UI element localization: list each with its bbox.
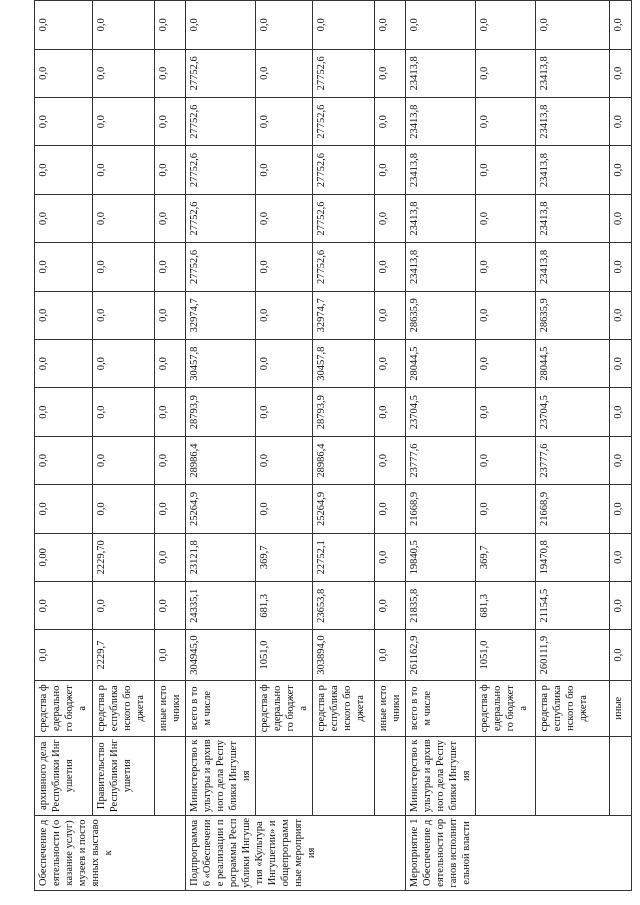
executor-cell <box>476 736 536 815</box>
value-cell: 0,0 <box>610 485 632 533</box>
value-cell: 0,0 <box>155 582 186 630</box>
value-cell: 0,0 <box>35 1 93 50</box>
value-cell: 0,0 <box>186 1 256 50</box>
executor-cell <box>155 736 186 815</box>
value-cell: 0,0 <box>93 146 155 194</box>
value-cell: 23413,8 <box>406 194 476 242</box>
value-cell: 0,0 <box>155 146 186 194</box>
value-cell: 27752,6 <box>313 146 375 194</box>
value-cell: 0,0 <box>375 291 406 339</box>
value-cell: 23413,8 <box>406 243 476 291</box>
value-cell: 0,0 <box>476 194 536 242</box>
value-cell: 0,0 <box>476 1 536 50</box>
executor-cell: архивного дела Республики Ингушетия <box>35 736 93 815</box>
funding-source-cell: средства республиканского бюджета <box>536 680 610 736</box>
value-cell: 0,0 <box>536 1 610 50</box>
value-cell: 0,0 <box>93 1 155 50</box>
value-cell: 369,7 <box>256 533 313 581</box>
value-cell: 0,0 <box>256 1 313 50</box>
funding-source-cell: иные <box>610 680 632 736</box>
value-cell: 0,0 <box>35 388 93 436</box>
value-cell: 28635,9 <box>536 291 610 339</box>
value-cell: 0,0 <box>35 436 93 484</box>
value-cell: 0,0 <box>35 243 93 291</box>
value-cell: 23704,5 <box>536 388 610 436</box>
value-cell: 21668,9 <box>536 485 610 533</box>
value-cell: 27752,6 <box>186 243 256 291</box>
value-cell: 23413,8 <box>536 243 610 291</box>
value-cell: 0,0 <box>406 1 476 50</box>
funding-source-cell: всего в том числе <box>186 680 256 736</box>
value-cell: 0,0 <box>93 291 155 339</box>
value-cell: 0,0 <box>610 533 632 581</box>
value-cell: 23653,8 <box>313 582 375 630</box>
value-cell: 32974,7 <box>186 291 256 339</box>
value-cell: 28793,9 <box>186 388 256 436</box>
value-cell: 28044,5 <box>406 340 476 388</box>
program-name-cell: Мероприятие 1 Обеспечение деятельности органов исполнительной власти <box>406 815 632 890</box>
value-cell: 25264,9 <box>186 485 256 533</box>
value-cell: 0,0 <box>610 436 632 484</box>
value-cell: 0,0 <box>93 340 155 388</box>
value-cell: 27752,6 <box>186 49 256 97</box>
value-cell: 0,0 <box>93 97 155 145</box>
executor-cell <box>375 736 406 815</box>
funding-source-cell: всего в том числе <box>406 680 476 736</box>
value-cell: 0,0 <box>610 291 632 339</box>
value-cell: 0,0 <box>256 388 313 436</box>
table-row <box>476 1 536 891</box>
value-cell: 0,0 <box>155 97 186 145</box>
value-cell: 0,0 <box>155 436 186 484</box>
value-cell: 23413,8 <box>536 146 610 194</box>
executor-cell: Министерство культуры и архивного дела Республики Ингушетия <box>406 736 476 815</box>
program-name-cell: Обеспечение деятельности (оказание услуг) музеев и постоянных выставок <box>35 815 186 890</box>
value-cell: 24335,1 <box>186 582 256 630</box>
value-cell: 23413,8 <box>536 97 610 145</box>
table-row <box>313 1 375 891</box>
value-cell: 22752,1 <box>313 533 375 581</box>
value-cell: 21668,9 <box>406 485 476 533</box>
funding-source-cell: иные источники <box>155 680 186 736</box>
value-cell: 0,0 <box>476 49 536 97</box>
value-cell: 0,0 <box>610 49 632 97</box>
value-cell: 27752,6 <box>186 146 256 194</box>
value-cell: 261162,9 <box>406 630 476 680</box>
value-cell: 21835,8 <box>406 582 476 630</box>
executor-cell <box>256 736 313 815</box>
value-cell: 0,0 <box>610 582 632 630</box>
value-cell: 0,0 <box>35 146 93 194</box>
value-cell: 23777,6 <box>536 436 610 484</box>
value-cell: 23413,8 <box>406 97 476 145</box>
value-cell: 1051,0 <box>256 630 313 680</box>
value-cell: 0,0 <box>476 291 536 339</box>
value-cell: 260111,9 <box>536 630 610 680</box>
value-cell: 23413,8 <box>536 194 610 242</box>
table-row <box>406 1 476 891</box>
value-cell: 0,0 <box>35 291 93 339</box>
value-cell: 0,0 <box>256 340 313 388</box>
value-cell: 0,0 <box>610 340 632 388</box>
table-row <box>375 1 406 891</box>
value-cell: 28044,5 <box>536 340 610 388</box>
funding-source-cell: средства федерального бюджета <box>35 680 93 736</box>
value-cell: 0,0 <box>256 97 313 145</box>
value-cell: 0,00 <box>35 533 93 581</box>
funding-source-cell: средства республиканского бюджета <box>313 680 375 736</box>
value-cell: 0,0 <box>476 388 536 436</box>
value-cell: 0,0 <box>35 340 93 388</box>
value-cell: 0,0 <box>256 243 313 291</box>
value-cell: 27752,6 <box>313 243 375 291</box>
value-cell: 27752,6 <box>313 194 375 242</box>
value-cell: 23704,5 <box>406 388 476 436</box>
value-cell: 0,0 <box>35 582 93 630</box>
value-cell: 0,0 <box>93 49 155 97</box>
value-cell: 0,0 <box>256 49 313 97</box>
value-cell: 303894,0 <box>313 630 375 680</box>
value-cell: 0,0 <box>375 436 406 484</box>
executor-cell: Министерство культуры и архивного дела Республики Ингушетия <box>186 736 256 815</box>
executor-cell <box>536 736 610 815</box>
value-cell: 0,0 <box>35 630 93 680</box>
value-cell: 23413,8 <box>406 146 476 194</box>
value-cell: 0,0 <box>256 194 313 242</box>
value-cell: 27752,6 <box>313 49 375 97</box>
funding-source-cell: иные источники <box>375 680 406 736</box>
funding-source-cell: средства федерального бюджета <box>476 680 536 736</box>
value-cell: 28793,9 <box>313 388 375 436</box>
value-cell: 0,0 <box>155 388 186 436</box>
value-cell: 23413,8 <box>536 49 610 97</box>
value-cell: 23413,8 <box>406 49 476 97</box>
table-row <box>186 1 256 891</box>
value-cell: 23121,8 <box>186 533 256 581</box>
value-cell: 0,0 <box>375 49 406 97</box>
value-cell: 0,0 <box>35 194 93 242</box>
value-cell: 681,3 <box>256 582 313 630</box>
value-cell: 0,0 <box>155 533 186 581</box>
value-cell: 0,0 <box>375 485 406 533</box>
table-row <box>35 1 93 891</box>
value-cell: 0,0 <box>610 97 632 145</box>
table-row <box>93 1 155 891</box>
value-cell: 0,0 <box>155 49 186 97</box>
value-cell: 0,0 <box>375 533 406 581</box>
value-cell: 0,0 <box>476 243 536 291</box>
table-row <box>610 1 632 891</box>
value-cell: 0,0 <box>476 485 536 533</box>
value-cell: 25264,9 <box>313 485 375 533</box>
value-cell: 0,0 <box>313 1 375 50</box>
value-cell: 0,0 <box>375 582 406 630</box>
value-cell: 23777,6 <box>406 436 476 484</box>
value-cell: 0,0 <box>93 243 155 291</box>
table-row <box>256 1 313 891</box>
value-cell: 0,0 <box>476 436 536 484</box>
value-cell: 27752,6 <box>313 97 375 145</box>
value-cell: 0,0 <box>155 485 186 533</box>
value-cell: 27752,6 <box>186 194 256 242</box>
value-cell: 0,0 <box>93 485 155 533</box>
program-name-cell: Подпрограмма 6 «Обеспечение реализации программы Республики Ингушетия «Культура Ингушетии» и общепрограммные мероприятия <box>186 815 406 890</box>
value-cell: 0,0 <box>375 97 406 145</box>
value-cell: 681,3 <box>476 582 536 630</box>
value-cell: 30457,8 <box>313 340 375 388</box>
value-cell: 0,0 <box>610 388 632 436</box>
value-cell: 0,0 <box>93 582 155 630</box>
table-row <box>155 1 186 891</box>
value-cell: 0,0 <box>35 49 93 97</box>
value-cell: 32974,7 <box>313 291 375 339</box>
executor-cell: Правительство Республики Ингушетия <box>93 736 155 815</box>
value-cell: 0,0 <box>375 340 406 388</box>
value-cell: 1051,0 <box>476 630 536 680</box>
funding-source-cell: средства республиканского бюджета <box>93 680 155 736</box>
value-cell: 0,0 <box>256 291 313 339</box>
value-cell: 0,0 <box>155 243 186 291</box>
value-cell: 0,0 <box>256 436 313 484</box>
value-cell: 28986,4 <box>313 436 375 484</box>
value-cell: 0,0 <box>476 146 536 194</box>
value-cell: 28635,9 <box>406 291 476 339</box>
value-cell: 369,7 <box>476 533 536 581</box>
value-cell: 0,0 <box>375 1 406 50</box>
value-cell: 0,0 <box>93 194 155 242</box>
table-row <box>536 1 610 891</box>
value-cell: 0,0 <box>610 146 632 194</box>
value-cell: 0,0 <box>375 194 406 242</box>
value-cell: 19470,8 <box>536 533 610 581</box>
value-cell: 2229,7 <box>93 630 155 680</box>
value-cell: 0,0 <box>155 194 186 242</box>
value-cell: 27752,6 <box>186 97 256 145</box>
value-cell: 0,0 <box>155 1 186 50</box>
value-cell: 0,0 <box>375 243 406 291</box>
value-cell: 0,0 <box>155 630 186 680</box>
value-cell: 0,0 <box>256 146 313 194</box>
value-cell: 0,0 <box>476 340 536 388</box>
value-cell: 0,0 <box>610 630 632 680</box>
value-cell: 2229,70 <box>93 533 155 581</box>
value-cell: 21154,5 <box>536 582 610 630</box>
funding-source-cell: средства федерального бюджета <box>256 680 313 736</box>
value-cell: 0,0 <box>375 146 406 194</box>
executor-cell <box>313 736 375 815</box>
value-cell: 0,0 <box>610 1 632 50</box>
value-cell: 0,0 <box>155 340 186 388</box>
value-cell: 0,0 <box>476 97 536 145</box>
value-cell: 0,0 <box>93 388 155 436</box>
value-cell: 0,0 <box>610 194 632 242</box>
value-cell: 28986,4 <box>186 436 256 484</box>
value-cell: 0,0 <box>35 97 93 145</box>
value-cell: 30457,8 <box>186 340 256 388</box>
executor-cell <box>610 736 632 815</box>
value-cell: 0,0 <box>256 485 313 533</box>
value-cell: 0,0 <box>610 243 632 291</box>
value-cell: 304945,0 <box>186 630 256 680</box>
value-cell: 19840,5 <box>406 533 476 581</box>
value-cell: 0,0 <box>35 485 93 533</box>
budget-table <box>34 0 632 891</box>
value-cell: 0,0 <box>375 388 406 436</box>
value-cell: 0,0 <box>375 630 406 680</box>
value-cell: 0,0 <box>93 436 155 484</box>
value-cell: 0,0 <box>155 291 186 339</box>
